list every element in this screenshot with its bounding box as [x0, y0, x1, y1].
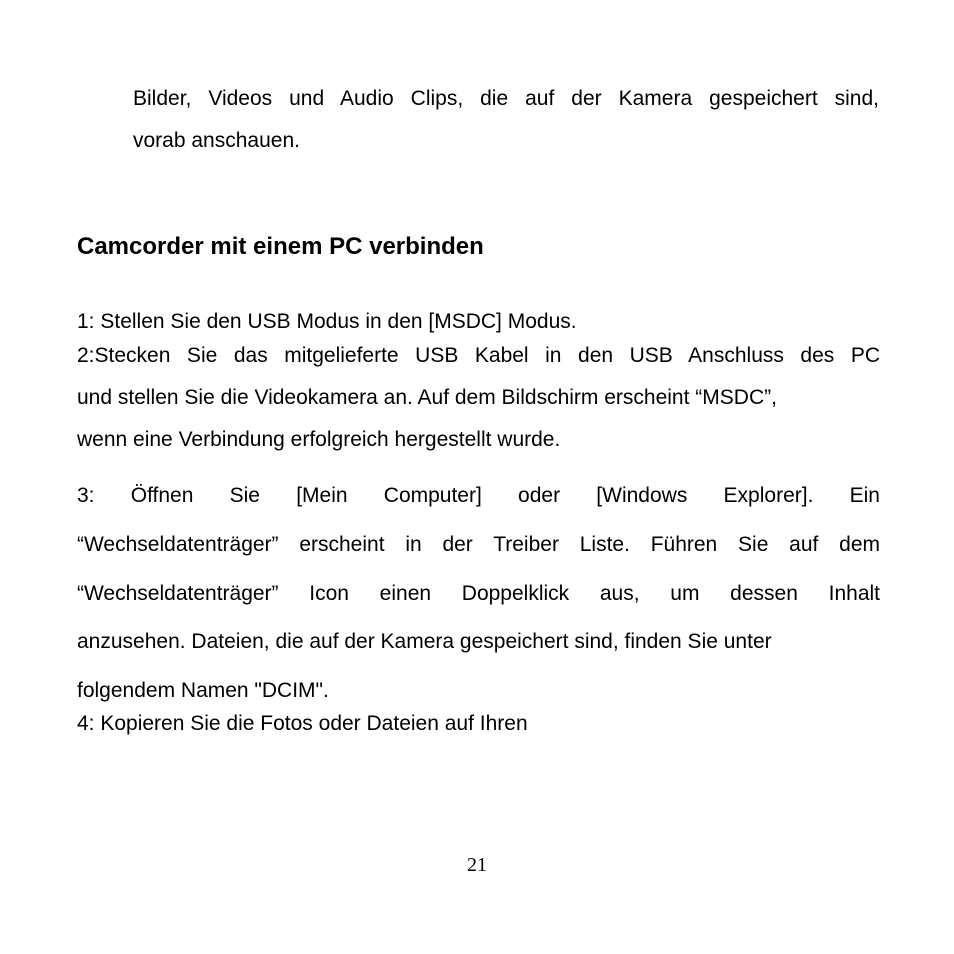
step-3-line-5: folgendem Namen "DCIM".	[77, 679, 329, 702]
step-3-line-2: “Wechseldatenträger” erscheint in der Treiber Liste. Führen Sie auf dem	[77, 533, 880, 556]
step-1-text: 1: Stellen Sie den USB Modus in den [MSDC] Modus.	[77, 310, 577, 333]
step-2-line-2: und stellen Sie die Videokamera an. Auf dem Bildschirm erscheint “MSDC”,	[77, 386, 777, 409]
step-4-text: 4: Kopieren Sie die Fotos oder Dateien auf Ihren	[77, 712, 528, 735]
intro-line-2: vorab anschauen.	[133, 129, 300, 152]
step-3-line-1: 3: Öffnen Sie [Mein Computer] oder [Windows Explorer]. Ein	[77, 484, 880, 507]
step-2-line-1: 2:Stecken Sie das mitgelieferte USB Kabel in den USB Anschluss des PC	[77, 344, 880, 367]
step-2-line-3: wenn eine Verbindung erfolgreich hergestellt wurde.	[77, 428, 561, 451]
section-heading: Camcorder mit einem PC verbinden	[77, 233, 484, 260]
intro-line-1: Bilder, Videos und Audio Clips, die auf der Kamera gespeichert sind,	[133, 87, 879, 110]
step-3-line-3: “Wechseldatenträger” Icon einen Doppelklick aus, um dessen Inhalt	[77, 582, 880, 605]
step-3-line-4: anzusehen. Dateien, die auf der Kamera gespeichert sind, finden Sie unter	[77, 630, 772, 653]
page-number: 21	[467, 854, 487, 876]
